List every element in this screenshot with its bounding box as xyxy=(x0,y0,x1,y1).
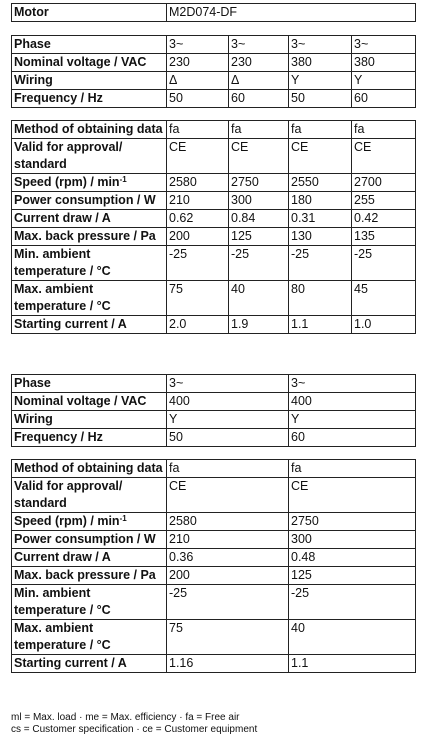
legend-note-2: cs = Customer specification · ce = Customer equipment xyxy=(11,724,258,735)
pressure-value: 125 xyxy=(289,567,416,585)
max-temp-value: 75 xyxy=(167,620,289,655)
power-row xyxy=(12,192,416,210)
max-temp-label: Max. ambient temperature / °C xyxy=(12,620,167,655)
method-label: Method of obtaining data xyxy=(12,460,167,478)
current-label: Current draw / A xyxy=(12,210,167,228)
starting-value: 1.0 xyxy=(352,316,416,334)
frequency-value: 50 xyxy=(289,90,352,108)
speed-value: 2580 xyxy=(167,513,289,531)
starting-row xyxy=(12,316,416,334)
min-temp-row xyxy=(12,246,416,281)
frequency-value: 60 xyxy=(352,90,416,108)
power-value: 210 xyxy=(167,531,289,549)
approval-row xyxy=(12,139,416,174)
pressure-row xyxy=(12,228,416,246)
speed-unit-exponent: -1 xyxy=(119,514,127,523)
approval-value: CE xyxy=(289,478,416,513)
wiring-value: Δ xyxy=(229,72,289,90)
motor-row xyxy=(12,4,416,22)
min-temp-value: -25 xyxy=(167,585,289,620)
method-value: fa xyxy=(289,121,352,139)
speed-value: 2580 xyxy=(167,174,229,192)
method-label: Method of obtaining data xyxy=(12,121,167,139)
speed-label xyxy=(12,513,167,531)
min-temp-value: -25 xyxy=(289,585,416,620)
starting-value: 1.16 xyxy=(167,655,289,673)
method-value: fa xyxy=(167,121,229,139)
max-temp-row xyxy=(12,281,416,316)
current-row xyxy=(12,210,416,228)
approval-value: CE xyxy=(352,139,416,174)
speed-value: 2750 xyxy=(229,174,289,192)
voltage-row xyxy=(12,393,416,411)
phase-label: Phase xyxy=(12,36,167,54)
voltage-label: Nominal voltage / VAC xyxy=(12,393,167,411)
frequency-label: Frequency / Hz xyxy=(12,90,167,108)
max-temp-label: Max. ambient temperature / °C xyxy=(12,281,167,316)
frequency-value: 60 xyxy=(289,429,416,447)
frequency-value: 60 xyxy=(229,90,289,108)
current-label: Current draw / A xyxy=(12,549,167,567)
voltage-value: 230 xyxy=(167,54,229,72)
motor-value: M2D074-DF xyxy=(167,4,416,22)
speed-value: 2750 xyxy=(289,513,416,531)
wiring-label: Wiring xyxy=(12,411,167,429)
current-value: 0.84 xyxy=(229,210,289,228)
speed-value: 2700 xyxy=(352,174,416,192)
max-temp-value: 80 xyxy=(289,281,352,316)
approval-row xyxy=(12,478,416,513)
voltage-row xyxy=(12,54,416,72)
method-value: fa xyxy=(229,121,289,139)
frequency-value: 50 xyxy=(167,429,289,447)
speed-row xyxy=(12,174,416,192)
max-temp-value: 75 xyxy=(167,281,229,316)
performance-table-2col xyxy=(11,459,416,673)
wiring-value: Δ xyxy=(167,72,229,90)
max-temp-row xyxy=(12,620,416,655)
motor-table xyxy=(11,3,416,22)
wiring-value: Y xyxy=(289,72,352,90)
min-temp-value: -25 xyxy=(229,246,289,281)
min-temp-value: -25 xyxy=(352,246,416,281)
phase-value: 3~ xyxy=(167,36,229,54)
starting-value: 1.1 xyxy=(289,316,352,334)
wiring-value: Y xyxy=(167,411,289,429)
speed-unit-exponent: -1 xyxy=(119,175,127,184)
voltage-label: Nominal voltage / VAC xyxy=(12,54,167,72)
starting-value: 1.1 xyxy=(289,655,416,673)
speed-value: 2550 xyxy=(289,174,352,192)
approval-value: CE xyxy=(167,478,289,513)
voltage-value: 230 xyxy=(229,54,289,72)
frequency-label: Frequency / Hz xyxy=(12,429,167,447)
min-temp-value: -25 xyxy=(289,246,352,281)
method-value: fa xyxy=(352,121,416,139)
min-temp-label: Min. ambient temperature / °C xyxy=(12,246,167,281)
power-value: 300 xyxy=(289,531,416,549)
min-temp-label: Min. ambient temperature / °C xyxy=(12,585,167,620)
frequency-value: 50 xyxy=(167,90,229,108)
power-value: 210 xyxy=(167,192,229,210)
approval-value: CE xyxy=(167,139,229,174)
power-row xyxy=(12,531,416,549)
phase-value: 3~ xyxy=(289,36,352,54)
max-temp-value: 40 xyxy=(229,281,289,316)
frequency-row xyxy=(12,429,416,447)
starting-row xyxy=(12,655,416,673)
wiring-value: Y xyxy=(289,411,416,429)
wiring-row xyxy=(12,72,416,90)
wiring-row xyxy=(12,411,416,429)
starting-value: 2.0 xyxy=(167,316,229,334)
method-value: fa xyxy=(289,460,416,478)
method-value: fa xyxy=(167,460,289,478)
speed-label xyxy=(12,174,167,192)
pressure-value: 130 xyxy=(289,228,352,246)
voltage-value: 400 xyxy=(289,393,416,411)
approval-value: CE xyxy=(229,139,289,174)
max-temp-value: 40 xyxy=(289,620,416,655)
method-row xyxy=(12,121,416,139)
max-temp-value: 45 xyxy=(352,281,416,316)
speed-label-text: Speed (rpm) / min xyxy=(14,514,120,528)
performance-table-4col xyxy=(11,120,416,334)
phase-value: 3~ xyxy=(352,36,416,54)
voltage-value: 400 xyxy=(167,393,289,411)
current-value: 0.31 xyxy=(289,210,352,228)
min-temp-row xyxy=(12,585,416,620)
voltage-value: 380 xyxy=(289,54,352,72)
starting-label: Starting current / A xyxy=(12,655,167,673)
pressure-value: 200 xyxy=(167,228,229,246)
speed-label-text: Speed (rpm) / min xyxy=(14,175,120,189)
phase-value: 3~ xyxy=(167,375,289,393)
legend-note-1: ml = Max. load · me = Max. efficiency · fa = Free air xyxy=(11,712,240,723)
approval-label: Valid for approval/ standard xyxy=(12,139,167,174)
starting-label: Starting current / A xyxy=(12,316,167,334)
min-temp-value: -25 xyxy=(167,246,229,281)
power-value: 180 xyxy=(289,192,352,210)
current-value: 0.48 xyxy=(289,549,416,567)
phase-value: 3~ xyxy=(289,375,416,393)
current-value: 0.36 xyxy=(167,549,289,567)
method-row xyxy=(12,460,416,478)
pressure-row xyxy=(12,567,416,585)
pressure-label: Max. back pressure / Pa xyxy=(12,228,167,246)
electrical-table-4col xyxy=(11,35,416,108)
pressure-label: Max. back pressure / Pa xyxy=(12,567,167,585)
current-value: 0.62 xyxy=(167,210,229,228)
phase-label: Phase xyxy=(12,375,167,393)
current-row xyxy=(12,549,416,567)
phase-row xyxy=(12,375,416,393)
current-value: 0.42 xyxy=(352,210,416,228)
speed-row xyxy=(12,513,416,531)
voltage-value: 380 xyxy=(352,54,416,72)
wiring-value: Y xyxy=(352,72,416,90)
power-label: Power consumption / W xyxy=(12,531,167,549)
power-label: Power consumption / W xyxy=(12,192,167,210)
approval-value: CE xyxy=(289,139,352,174)
power-value: 255 xyxy=(352,192,416,210)
power-value: 300 xyxy=(229,192,289,210)
electrical-table-2col xyxy=(11,374,416,447)
motor-label: Motor xyxy=(12,4,167,22)
approval-label: Valid for approval/ standard xyxy=(12,478,167,513)
pressure-value: 135 xyxy=(352,228,416,246)
phase-row xyxy=(12,36,416,54)
frequency-row xyxy=(12,90,416,108)
phase-value: 3~ xyxy=(229,36,289,54)
starting-value: 1.9 xyxy=(229,316,289,334)
wiring-label: Wiring xyxy=(12,72,167,90)
pressure-value: 125 xyxy=(229,228,289,246)
pressure-value: 200 xyxy=(167,567,289,585)
